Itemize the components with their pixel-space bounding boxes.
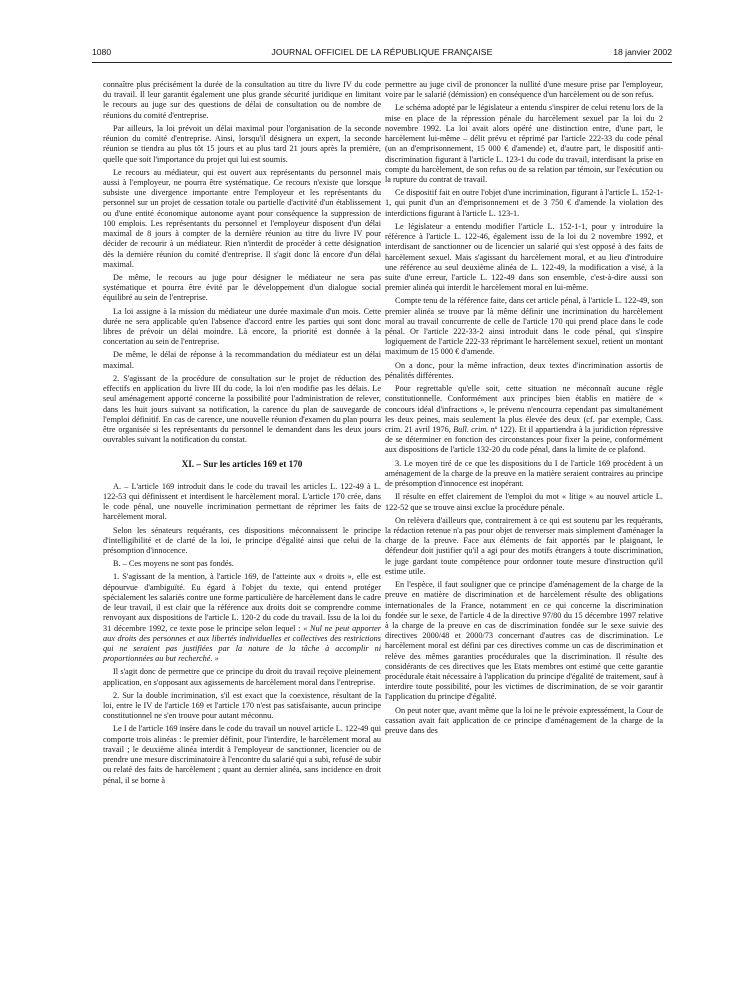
- paragraph: Le schéma adopté par le législateur a entendu s'inspirer de celui retenu lors de la mise en place de la répression pénale du harcèlement sexuel par la loi du 2 novembre 1992. La loi avait alors opéré une distinction entre, d'une part, le harcèlement lui-même – délit prévu et réprimé par l'article 222-33 du code pénal (un an d'emprisonnement, 15 000 € d'amende) et, d'autre part, le dispositif anti-discrimination figurant à l'article L. 123-1 du code du travail, interdisant la prise en compte du harcèlement, de son refus ou de sa relation par témoin, sur l'exécution ou la rupture du contrat de travail.: [385, 103, 663, 184]
- publication-date: 18 janvier 2002: [613, 47, 672, 57]
- paragraph: De même, le recours au juge pour désigner le médiateur ne sera pas systématique et pourra être évité par le développement d'un dialogue social équilibré au sein de l'entreprise.: [103, 272, 381, 303]
- paragraph: permettre au juge civil de prononcer la nullité d'une mesure prise par l'employeur, voire par le salarié (démission) en conséquence d'un harcèlement ou de son refus.: [385, 80, 663, 100]
- paragraph: Par ailleurs, la loi prévoit un délai maximal pour l'organisation de la seconde réunion du comité d'entreprise. Ainsi, lorsqu'il désignera un expert, la seconde réunion se tiendra au plus tôt 15 jours et au plus tard 21 jours après la première, quelle que soit l'importance du projet qui lui est soumis.: [103, 123, 381, 164]
- paragraph: La loi assigne à la mission du médiateur une durée maximale d'un mois. Cette durée ne sera applicable qu'en l'absence d'accord entre les parties qui sont donc libres de prévoir un délai moindre. Là encore, la priorité est donnée à la concertation au sein de l'entreprise.: [103, 306, 381, 347]
- journal-title: JOURNAL OFFICIEL DE LA RÉPUBLIQUE FRANÇAISE: [271, 47, 493, 57]
- paragraph: Ce dispositif fait en outre l'objet d'une incrimination, figurant à l'article L. 152-1-1, qui punit d'un an d'emprisonnement et de 3 750 € d'amende la violation des interdictions figurant à l'article L. 123-1.: [385, 188, 663, 218]
- paragraph: On relèvera d'ailleurs que, contrairement à ce qui est soutenu par les requérants, la rédaction retenue n'a pas pour objet de renverser mais simplement d'aménager la charge de la preuve. Face aux éléments de fait apportés par le plaignant, le défendeur doit justifier qu'il a agi pour des motifs étrangers à toute discrimination, le juge gardant toute compétence pour ordonner toute mesure d'instruction qu'il estime utile.: [385, 515, 663, 576]
- paragraph: A. – L'article 169 introduit dans le code du travail les articles L. 122-49 à L. 122-53 qui définissent et interdisent le harcèlement moral. L'article 170 crée, dans le code pénal, une nouvelle incrimination permettant de réprimer les faits de harcèlement moral.: [103, 481, 381, 522]
- paragraph: On a donc, pour la même infraction, deux textes d'incrimination assortis de pénalités différentes.: [385, 360, 663, 380]
- paragraph: [103, 572, 381, 664]
- paragraph: En l'espèce, il faut souligner que ce principe d'aménagement de la charge de la preuve en matière de discrimination et de harcèlement résulte des obligations internationales de la France, notamment en ce qui concerne la discrimination fondée sur le sexe, de l'article 4 de la directive 97/80 du 15 décembre 1997 relative à la charge de la preuve en cas de discrimination fondée sur le sexe suivie des directives 2000/48 et 2000/73 concernant d'autres cas de discrimination. Le harcèlement moral est défini par ces directives comme un cas de discrimination et relève des mêmes garanties procédurales que la discrimination. Il résulte des considérants de ces directives que les Etats membres ont estimé que cette garantie procédurale était nécessaire à l'application du principe d'égalité de traitement, sauf à interdire toute possibilité, pour les victimes de discrimination, de se voir garantir l'application du principe d'égalité.: [385, 580, 663, 702]
- paragraph: Le recours au médiateur, qui est ouvert aux représentants du personnel mais aussi à l'employeur, ne pourra être systématique. Ce recours n'existe que lorsque subsiste une divergence importante entre l'employeur et les représentants du personnel sur un projet de cessation totale ou partielle d'activité d'un établissement ou d'une entité économique autonome ayant pour conséquence la suppression de 100 emplois. Les représentants du personnel et l'employeur disposent d'un délai maximal de 8 jours à compter de la dernière réunion au titre du livre IV pour décider de recourir à un médiateur. Rien n'interdit de procéder à cette désignation dès la dernière réunion du comité d'entreprise. Il s'agit donc là encore d'un délai maximal.: [103, 167, 381, 269]
- paragraph: 2. S'agissant de la procédure de consultation sur le projet de réduction des effectifs en application du livre III du code, la loi n'en modifie pas les délais. Le seul aménagement apporté concerne la possibilité pour l'administration de relever, dans les huit jours suivant sa notification, la carence du plan de sauvegarde de l'emploi définitif. En cas de carence, une nouvelle réunion d'examen du plan pourra être organisée si les représentants du personnel le demandent dans les deux jours ouvrables suivant la notification du constat.: [103, 373, 381, 445]
- paragraph: [385, 384, 663, 456]
- paragraph: connaître plus précisément la durée de la consultation au titre du livre IV du code du travail. Il leur garantit également une plus grande sécurité juridique en limitant le recours au juge sur des questions de délai de consultation ou de nombre de réunions du comité d'entreprise.: [103, 80, 381, 120]
- page-header: [92, 47, 672, 61]
- header-rule: [92, 62, 672, 63]
- paragraph: Le législateur a entendu modifier l'article L. 152-1-1, pour y introduire la référence à l'article L. 122-46, également issu de la loi du 2 novembre 1992, et interdisant de sanctionner ou de licencier un salarié qui s'est opposé à des faits de harcèlement sexuel. Mais s'agissant du harcèlement moral, et au lieu d'introduire une référence au seul deuxième alinéa de L. 122-49, la modification a visé, à la suite d'une erreur, l'article L. 122-49 dans son ensemble, c'est-à-dire aussi son premier alinéa qui interdit le harcèlement moral en lui-même.: [385, 221, 663, 293]
- section-heading: [103, 459, 381, 469]
- paragraph: Il résulte en effet clairement de l'emploi du mot « litige » au nouvel article L. 122-52 que se trouve ainsi exclue la procédure pénale.: [385, 492, 663, 512]
- page-number: 1080: [92, 47, 112, 57]
- paragraph: 3. Le moyen tiré de ce que les dispositions du I de l'article 169 procèdent à un aménagement de la charge de la preuve en la matière seraient contraires au principe de présomption d'innocence est inopérant.: [385, 458, 663, 489]
- paragraph: Le I de l'article 169 insère dans le code du travail un nouvel article L. 122-49 qui comporte trois alinéas : le premier définit, pour l'interdire, le harcèlement moral au travail ; le deuxième alinéa interdit à l'employeur de sanctionner, licencier ou de prendre une mesure discriminatoire à l'encontre du salarié qui a subi, refusé de subir ou relaté des faits de harcèlement ; quant au dernier alinéa, sans incidence en droit pénal, il se borne à: [103, 724, 381, 785]
- paragraph: De même, le délai de réponse à la recommandation du médiateur est un délai maximal.: [103, 350, 381, 370]
- paragraph: Selon les sénateurs requérants, ces dispositions méconnaissent le principe d'intelligibilité et de clarté de la loi, le principe d'égalité ainsi que celui de la présomption d'innocence.: [103, 525, 381, 555]
- paragraph-text: nº 122). Et il appartiendra à la juridiction répressive de se déterminer en fonction des circonstances pour fixer la peine, conformément aux dispositions de l'article 132-20 du code pénal, dans la limite de ce plafond.: [385, 425, 663, 455]
- paragraph: 2. Sur la double incrimination, s'il est exact que la coexistence, résultant de la loi, entre le IV de l'article 169 et l'article 170 n'est pas satisfaisante, aucun principe constitutionnel ne s'en trouve pour autant méconnu.: [103, 690, 381, 721]
- section-heading-text: XI. – Sur les articles 169 et 170: [181, 459, 303, 470]
- paragraph-text: Pour regrettable qu'elle soit, cette situation ne méconnaît aucune règle constitutionnelle. Conformément aux principes bien établis en matière de « concours idéal d'infractions », le prévenu n'encourra cependant pas simultanément les deux peines, mais seulement la plus élevée des deux (cf. par exemple, Cass. crim. 21 avril 1976,: [385, 384, 663, 434]
- citation-italic: Bull. crim.: [453, 425, 489, 434]
- paragraph: Il s'agit donc de permettre que ce principe du droit du travail reçoive pleinement application, en s'opposant aux agissements de harcèlement moral dans l'entreprise.: [103, 667, 381, 687]
- paragraph: On peut noter que, avant même que la loi ne le prévoie expressément, la Cour de cassation avait fait application de ce principe d'aménagement de la charge de la preuve dans des: [385, 705, 663, 736]
- quoted-principle: « Nul ne peut apporter aux droits des personnes et aux libertés individuelles et collectives des restrictions qui ne seraient pas justifiées par la nature de la tâche à accomplir ni proportionnées au but recherché. »: [103, 623, 381, 664]
- paragraph-text: 1. S'agissant de la mention, à l'article 169, de l'atteinte aux « droits », elle est dépourvue d'ambiguïté. Eu égard à l'objet du texte, qui entend protéger spécialement les salariés contre une forme particulière de harcèlement dans le cadre de leur travail, il est clair que la référence aux droits doit se comprendre comme renvoyant aux dispositions de l'article L. 120-2 du code du travail. Issu de la loi du 31 décembre 1992, ce texte pose le principe selon lequel :: [103, 572, 381, 633]
- left-column: [103, 80, 381, 786]
- right-column: [385, 80, 663, 736]
- paragraph: B. – Ces moyens ne sont pas fondés.: [113, 559, 234, 569]
- paragraph: Compte tenu de la référence faite, dans cet article pénal, à l'article L. 122-49, son premier alinéa se trouve par là même définir une incrimination du harcèlement moral au travail concurrente de celle de l'article 170 qui prend place dans le code pénal. Or l'article 222-33-2 ainsi introduit dans le code pénal, qui s'inspire logiquement de l'article 222-33 réprimant le harcèlement sexuel, retient un montant maximum de 15 000 € d'amende.: [385, 296, 663, 357]
